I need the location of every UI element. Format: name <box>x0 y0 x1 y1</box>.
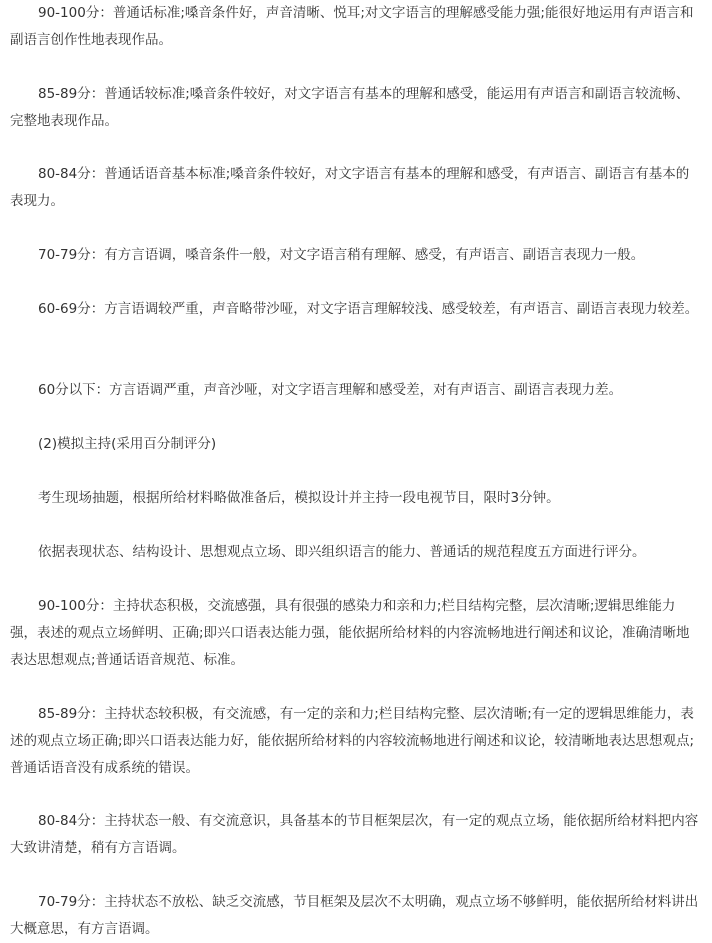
paragraph-reading-90-100: 90-100分：普通话标准;嗓音条件好，声音清晰、悦耳;对文字语言的理解感受能力强;能很好地运用有声语言和副语言创作性地表现作品。 <box>10 5 694 48</box>
paragraph-reading-below-60: 60分以下：方言语调严重，声音沙哑，对文字语言理解和感受差，对有声语言、副语言表现力差。 <box>38 382 623 398</box>
paragraph-reading-60-69: 60-69分：方言语调较严重，声音略带沙哑，对文字语言理解较浅、感受较差，有声语言、副语言表现力较差。 <box>38 301 699 317</box>
paragraph-reading-80-84: 80-84分：普通话语音基本标准;嗓音条件较好，对文字语言有基本的理解和感受，有声语言、副语言有基本的表现力。 <box>10 166 690 209</box>
paragraph-hosting-90-100: 90-100分：主持状态积极，交流感强，具有很强的感染力和亲和力;栏目结构完整，层次清晰;逻辑思维能力强，表述的观点立场鲜明、正确;即兴口语表达能力强，能依据所给材料的内容流畅地进行阐述和议论，准确清晰地表达思想观点;普通话语音规范、标准。 <box>10 598 690 668</box>
paragraph-hosting-80-84: 80-84分：主持状态一般、有交流意识，具备基本的节目框架层次，有一定的观点立场，能依据所给材料把内容大致讲清楚，稍有方言语调。 <box>10 813 699 856</box>
section-heading-hosting: (2)模拟主持(采用百分制评分) <box>38 436 217 452</box>
paragraph-hosting-criteria: 依据表现状态、结构设计、思想观点立场、即兴组织语言的能力、普通话的规范程度五方面进行评分。 <box>38 544 646 560</box>
paragraph-reading-70-79: 70-79分：有方言语调，嗓音条件一般，对文字语言稍有理解、感受，有声语言、副语言表现力一般。 <box>38 247 645 263</box>
paragraph-reading-85-89: 85-89分：普通话较标准;嗓音条件较好，对文字语言有基本的理解和感受，能运用有声语言和副语言较流畅、完整地表现作品。 <box>10 86 690 129</box>
paragraph-hosting-70-79: 70-79分：主持状态不放松、缺乏交流感，节目框架及层次不太明确，观点立场不够鲜明，能依据所给材料讲出大概意思，有方言语调。 <box>10 894 699 937</box>
paragraph-hosting-intro: 考生现场抽题，根据所给材料略做准备后，模拟设计并主持一段电视节目，限时3分钟。 <box>38 490 560 506</box>
paragraph-hosting-85-89: 85-89分：主持状态较积极，有交流感，有一定的亲和力;栏目结构完整、层次清晰;有一定的逻辑思维能力，表述的观点立场正确;即兴口语表达能力好，能依据所给材料的内容较流畅地进行阐述和议论，较清晰地表达思想观点;普通话语音没有成系统的错误。 <box>10 706 695 776</box>
